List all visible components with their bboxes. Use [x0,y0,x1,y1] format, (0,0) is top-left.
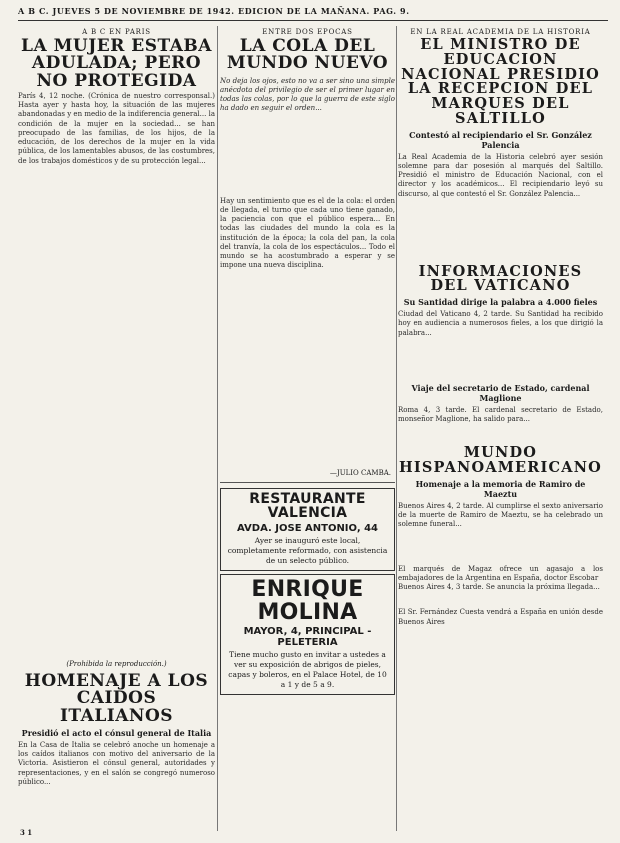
column-rule [217,26,218,831]
article-headline: LA COLA DEL MUNDO NUEVO [226,36,389,74]
column-3 [398,26,603,831]
article-subhead: Viaje del secretario de Estado, cardenal Maglione [411,383,590,404]
news-brief: El Sr. Fernández Cuesta vendrá a España en unión desde Buenos Aires [398,608,603,626]
advertisement [220,574,395,695]
article-body: Hay un sentimiento que es el de la cola: el orden de llegada, el turno que cada uno tiene ganado, la paciencia con que el público espera... En todas las ciudades del mundo la cola es la institución de la época; la cola del pan, la cola del tranvía, la cola de los espectáculos... Todo el mundo se ha acostumbrado a esperar y se impone una nueva disciplina. [220,196,395,270]
article-headline: LA MUJER ESTABA ADULADA; PERO NO PROTEGIDA [21,36,212,91]
ad-title: RESTAURANTE VALENCIA [249,490,366,522]
ad-text: Tiene mucho gusto en invitar a ustedes a ver su exposición de abrigos de pieles, capas y boleros, en el Palace Hotel, de 10 a 1 y de 5 a 9. [228,650,387,689]
article-body: Ciudad del Vaticano 4, 2 tarde. Su Santidad ha recibido hoy en audiencia a numerosos fieles, a los que dirigió la palabra... [398,310,603,337]
article-subhead: Homenaje a la memoria de Ramiro de Maeztu [415,478,586,499]
article-headline: HOMENAJE A LOS CAIDOS ITALIANOS [24,670,209,726]
article-body: Buenos Aires 4, 3 tarde. Se anuncia la próxima llegada... [398,583,600,592]
section-kicker: EN LA REAL ACADEMIA DE LA HISTORIA [410,28,591,36]
article-body: Roma 4, 3 tarde. El cardenal secretario de Estado, monseñor Maglione, ha salido para... [398,406,603,424]
article-headline: INFORMACIONES DEL VATICANO [418,262,583,295]
ad-title: ENRIQUE MOLINA [251,577,364,626]
ad-text: Ayer se inauguró este local, completamente reformado, con asistencia de un selecto público. [227,536,388,565]
article-signature: —JULIO CAMBA. [329,468,391,477]
article-subhead: Contestó al recipiendario el Sr. González Palencia [409,129,592,150]
page-header: A B C. JUEVES 5 DE NOVIEMBRE DE 1942. EDICION DE LA MAÑANA. PAG. 9. [18,6,608,21]
article-body: La Real Academia de la Historia celebró ayer sesión solemne para dar posesión al marqués del Saltillo. Presidió el ministro de Educación Nacional, con el director y los académicos... El recipiendario leyó su discurso, al que contestó el Sr. González Palencia... [398,152,603,198]
news-brief: El marqués de Magaz ofrece un agasajo a los embajadores de la Argentina en España, doctor Escobar [398,564,603,583]
section-kicker: ENTRE DOS EPOCAS [262,28,353,36]
divider [220,482,395,483]
advertisement [220,488,395,572]
article-lead: No deja los ojos, esto no va a ser sino una simple anécdota del privilegio de ser el primer lugar en todas las colas, por lo que la guerra de este siglo ha dado en seguir el orden... [220,76,395,113]
column-rule [396,26,397,831]
article-subhead: Presidió el acto el cónsul general de Italia [21,727,212,738]
article-headline: MUNDO HISPANOAMERICANO [399,444,602,477]
article-body: En la Casa de Italia se celebró anoche un homenaje a los caídos italianos con motivo del aniversario de la Victoria. Asistieron el cónsul general, autoridades y representaciones, y en el salón se congregó numeroso público... [18,740,215,786]
article-headline: EL MINISTRO DE EDUCACION NACIONAL PRESIDIO LA RECEPCION DEL MARQUES DEL SALTILLO [401,36,600,127]
column-2 [220,26,395,831]
article-body: París 4, 12 noche. (Crónica de nuestro corresponsal.) Hasta ayer y hasta hoy, la situación de las mujeres abandonadas y en medio de la indiferencia general... la condición de la mujer en la sociedad... se han preocupado de las familias, de los hijos, de la educación, de los derechos de la mujer en la vida pública, de los lamentables abusos, de las costumbres, de los trabajos domésticos y de su protección legal... [18,91,215,165]
ad-address: MAYOR, 4, PRINCIPAL - PELETERIA [243,626,372,649]
section-kicker: A B C EN PARIS [82,28,151,36]
ad-address: AVDA. JOSE ANTONIO, 44 [236,523,379,535]
reproduction-note: (Prohibida la reproducción.) [66,659,167,668]
article-subhead: Su Santidad dirige la palabra a 4.000 fieles [403,297,598,308]
column-1 [18,26,215,831]
page-footer-mark: 3 1 [20,828,33,837]
article-body: Buenos Aires 4, 2 tarde. Al cumplirse el sexto aniversario de la muerte de Ramiro de Maeztu, se ha celebrado un solemne funeral... [398,501,603,529]
